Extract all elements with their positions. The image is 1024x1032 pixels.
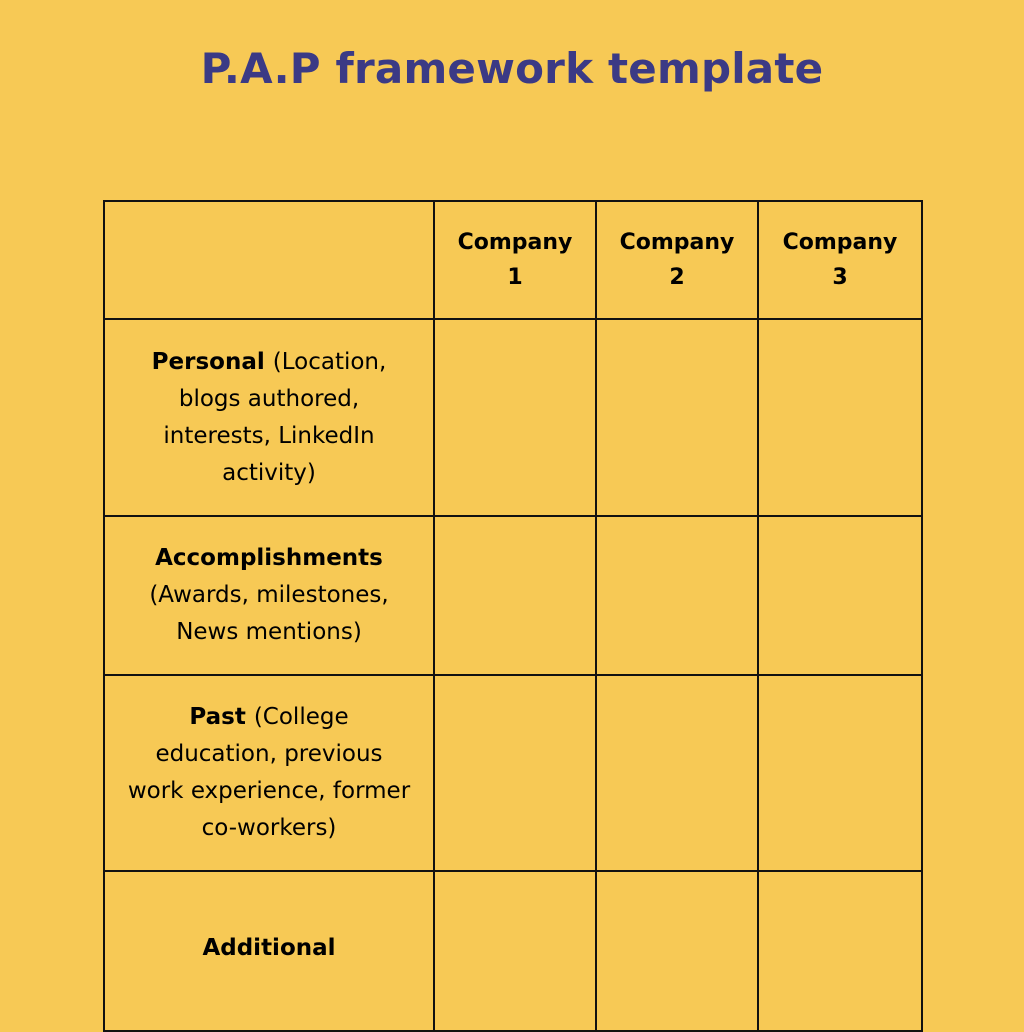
row-heading: Personal — [151, 348, 273, 375]
column-header-company-1 — [434, 201, 596, 319]
column-header-label: Company — [457, 230, 573, 255]
row-detail: interests, LinkedIn — [163, 422, 375, 449]
column-header-number: 2 — [669, 265, 685, 290]
table-row-accomplishments — [104, 516, 922, 675]
column-header-company-2 — [596, 201, 758, 319]
column-header-label: Company — [619, 230, 735, 255]
framework-table — [103, 200, 923, 1032]
cell-past-company-1[interactable] — [434, 675, 596, 871]
cell-past-company-3[interactable] — [758, 675, 922, 871]
row-detail: co-workers) — [201, 815, 337, 841]
cell-accomplishments-company-2[interactable] — [596, 516, 758, 675]
row-detail: blogs authored, — [178, 385, 360, 412]
table-row-personal — [104, 319, 922, 516]
cell-past-company-2[interactable] — [596, 675, 758, 871]
table-row-additional — [104, 871, 922, 1031]
row-detail: activity) — [222, 459, 316, 486]
column-header-number: 3 — [832, 265, 848, 290]
row-detail: work experience, former — [127, 778, 411, 804]
row-detail: (Awards, milestones, — [149, 582, 389, 608]
row-detail: News mentions) — [176, 619, 362, 645]
row-label-past — [104, 675, 434, 871]
row-heading: Past — [189, 704, 254, 730]
corner-cell — [104, 201, 434, 319]
column-header-label: Company — [782, 230, 898, 255]
cell-personal-company-3[interactable] — [758, 319, 922, 516]
row-heading: Additional — [202, 935, 336, 961]
row-detail: education, previous — [155, 741, 383, 767]
row-label-additional — [104, 871, 434, 1031]
row-detail: (Location, — [272, 348, 387, 375]
row-label-accomplishments — [104, 516, 434, 675]
column-header-number: 1 — [507, 265, 523, 290]
cell-additional-company-3[interactable] — [758, 871, 922, 1031]
row-label-personal — [104, 319, 434, 516]
table-header-row — [104, 201, 922, 319]
cell-additional-company-2[interactable] — [596, 871, 758, 1031]
page-title: P.A.P framework template — [200, 44, 824, 93]
column-header-company-3 — [758, 201, 922, 319]
row-heading: Accomplishments — [155, 545, 383, 571]
cell-accomplishments-company-1[interactable] — [434, 516, 596, 675]
cell-personal-company-1[interactable] — [434, 319, 596, 516]
cell-personal-company-2[interactable] — [596, 319, 758, 516]
cell-accomplishments-company-3[interactable] — [758, 516, 922, 675]
framework-table-container — [103, 200, 921, 1030]
cell-additional-company-1[interactable] — [434, 871, 596, 1031]
table-row-past — [104, 675, 922, 871]
row-detail: (College — [253, 704, 349, 730]
